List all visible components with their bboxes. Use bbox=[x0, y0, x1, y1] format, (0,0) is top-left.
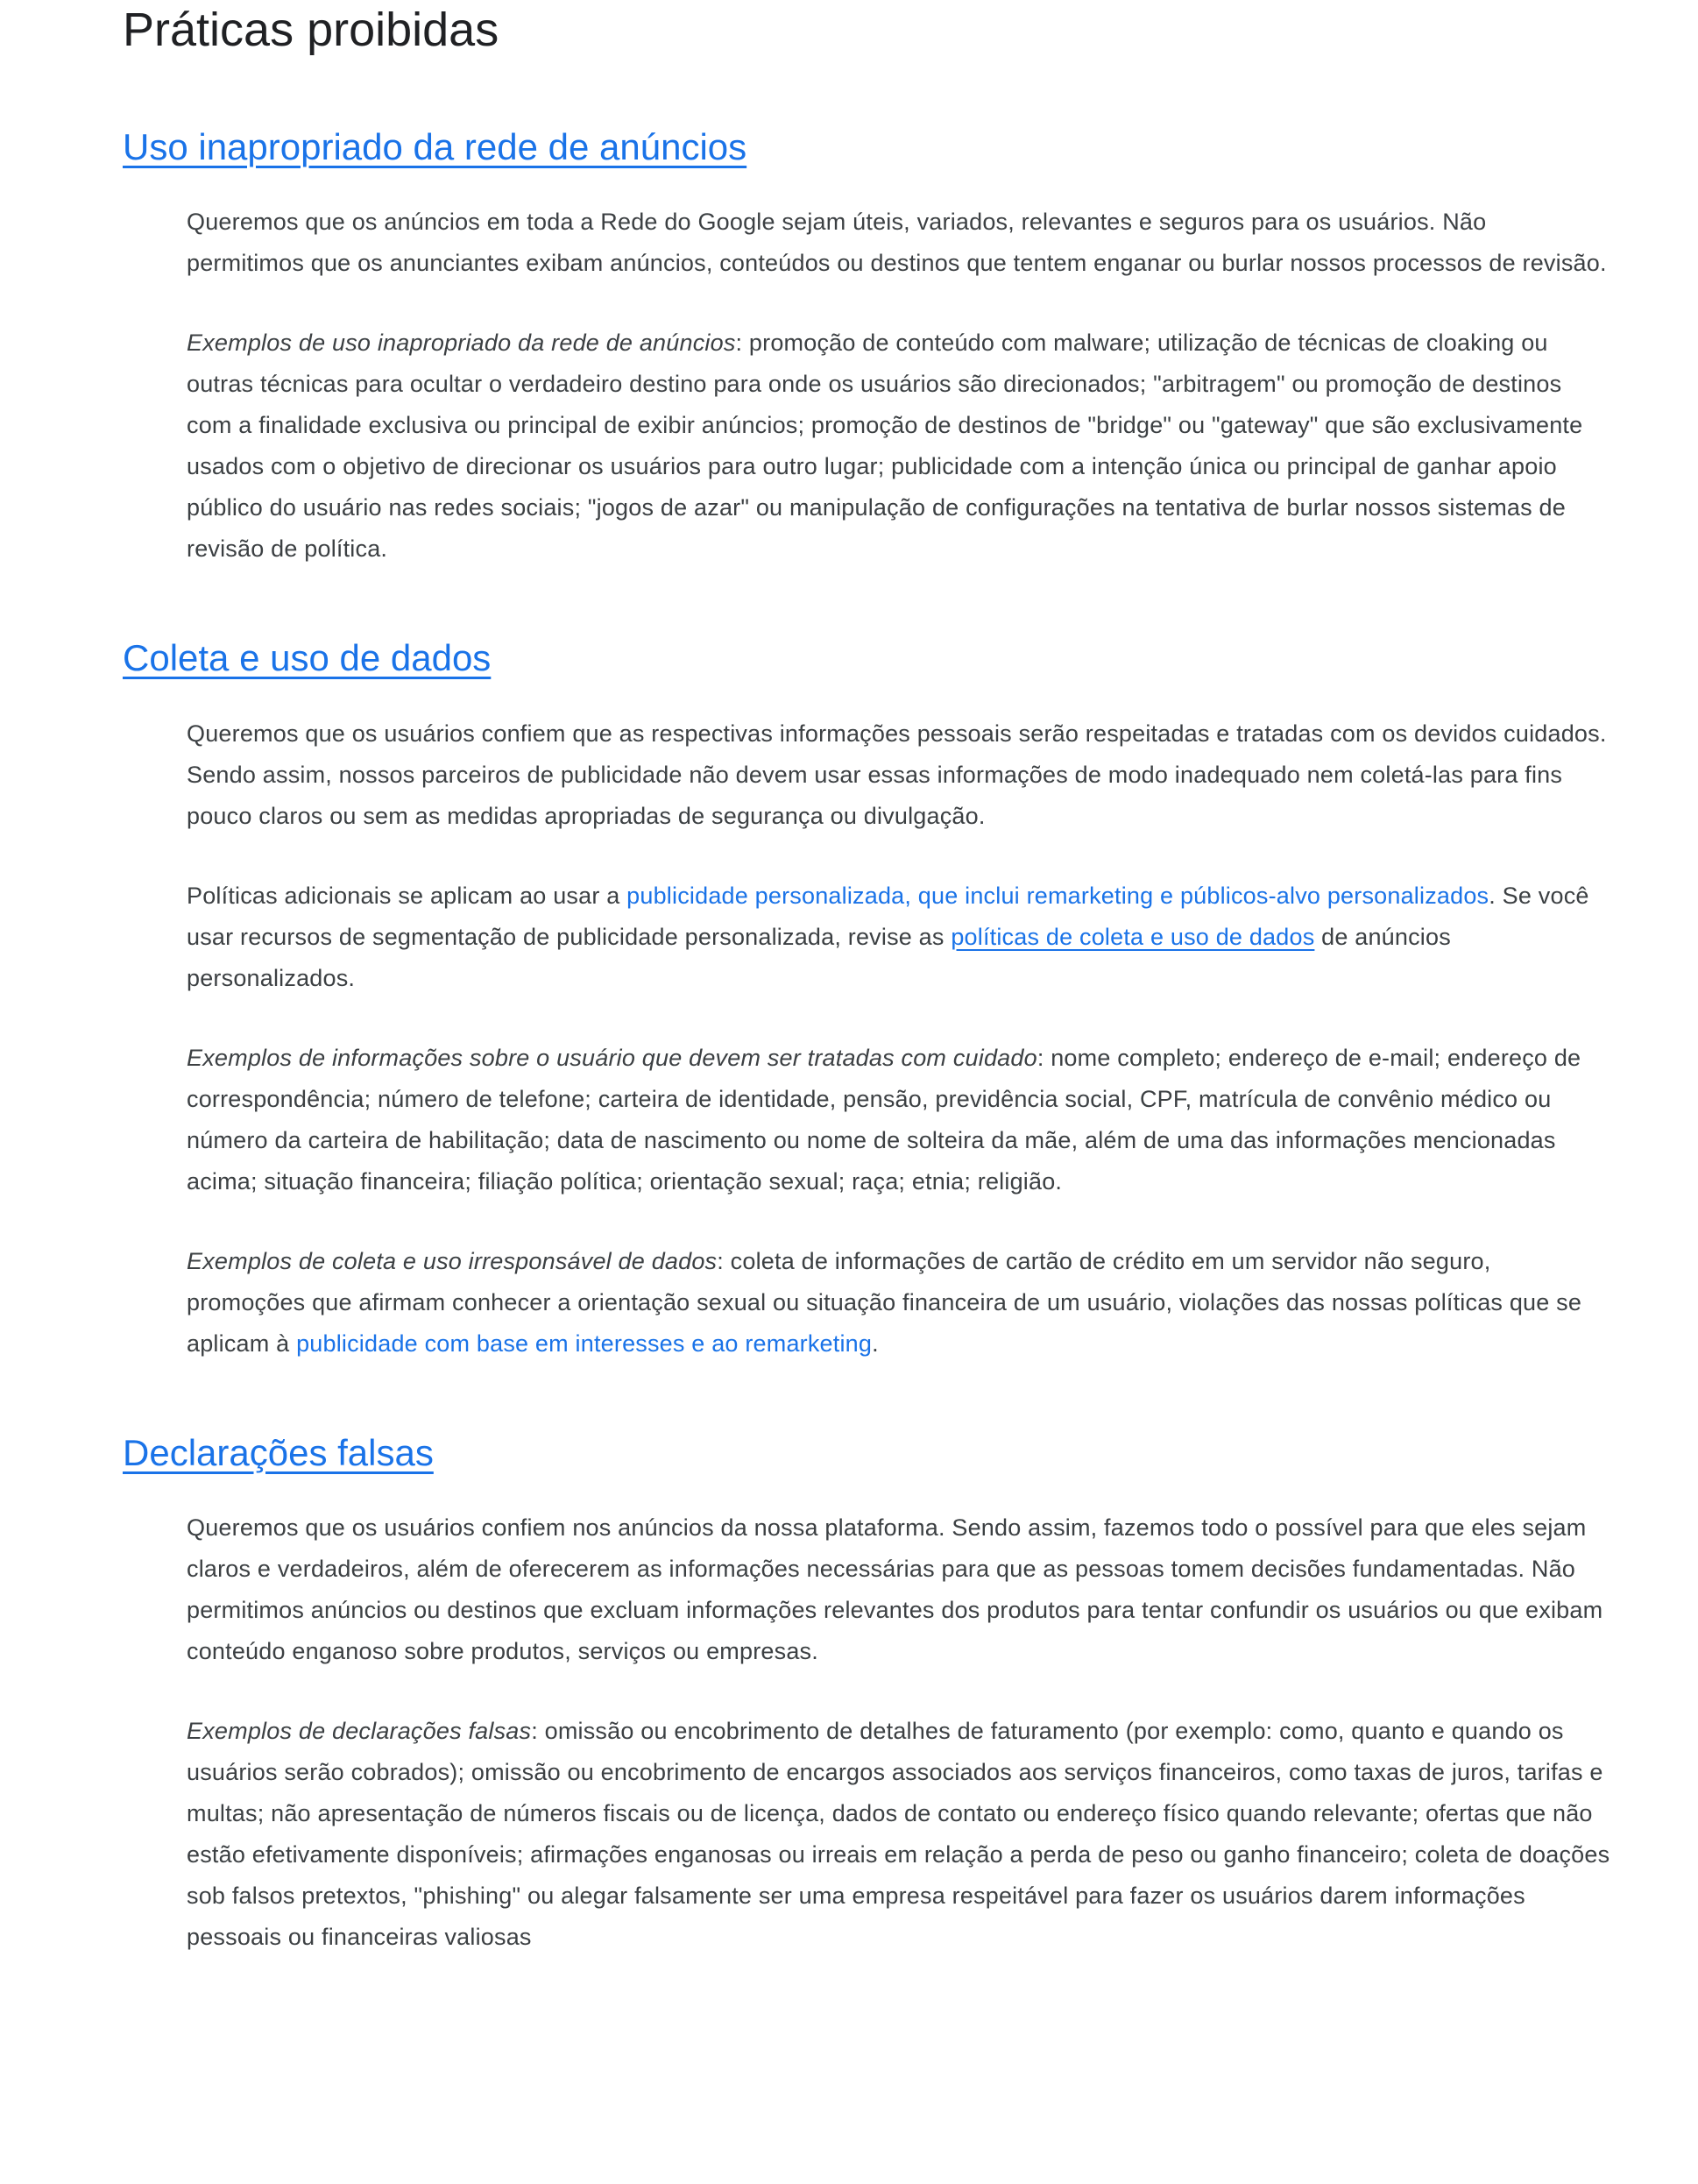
italic-lead-in: Exemplos de uso inapropriado da rede de anúncios bbox=[187, 330, 736, 357]
section-data-collection-use bbox=[123, 635, 1607, 1365]
section-link-misrepresentation[interactable]: Declarações falsas bbox=[123, 1431, 434, 1473]
section-ad-network-abuse bbox=[123, 124, 1607, 571]
paragraph-ad-network-abuse-intro bbox=[187, 202, 1610, 284]
section-link-ad-network-abuse[interactable]: Uso inapropriado da rede de anúncios bbox=[123, 125, 747, 167]
paragraph-data-collection-intro bbox=[187, 713, 1610, 837]
text-run: . bbox=[872, 1330, 879, 1357]
section-heading bbox=[123, 635, 1593, 682]
paragraph-data-collection-policies bbox=[187, 876, 1610, 999]
text-run: : promoção de conteúdo com malware; utilização de técnicas de cloaking ou outras técnicas para ocultar o verdadeiro destino para onde os usuários são direcionados; "arbitragem" ou promoção de destinos com a finalidade exclusiva ou principal de exibir anúncios; promoção de destinos de "bridge" ou "gateway" que são exclusivamente usados com o objetivo de direcionar os usuários para outro lugar; publicidade com a intenção única ou principal de ganhar apoio público do usuário nas redes sociais; "jogos de azar" ou manipulação de configurações na tentativa de burlar nossos sistemas de revisão de política. bbox=[187, 330, 1583, 563]
section-heading bbox=[123, 1430, 1593, 1477]
paragraph-irresponsible-data-examples bbox=[187, 1241, 1610, 1365]
inline-link[interactable]: políticas de coleta e uso de dados bbox=[951, 923, 1315, 950]
paragraph-misrepresentation-examples bbox=[187, 1711, 1610, 1958]
section-heading bbox=[123, 124, 1593, 171]
text-run: Queremos que os anúncios em toda a Rede do Google sejam úteis, variados, relevantes e seguros para os usuários. Não permitimos que os anunciantes exibam anúncios, conteúdos ou destinos que tentem enganar ou burlar nossos processos de revisão. bbox=[187, 209, 1607, 277]
text-run: : coleta de informações de cartão de crédito em um servidor não seguro, promoções que afirmam conhecer a orientação sexual ou situação financeira de um usuário, violações das nossas políticas que se aplicam à bbox=[187, 1247, 1582, 1357]
page-title: Práticas proibidas bbox=[123, 4, 499, 56]
italic-lead-in: Exemplos de declarações falsas bbox=[187, 1718, 532, 1745]
paragraph-ad-network-abuse-examples bbox=[187, 323, 1610, 570]
italic-lead-in: Exemplos de coleta e uso irresponsável de dados bbox=[187, 1247, 718, 1274]
text-run: Políticas adicionais se aplicam ao usar a bbox=[187, 882, 627, 909]
text-run: : nome completo; endereço de e-mail; endereço de correspondência; número de telefone; carteira de identidade, pensão, previdência social, CPF, matrícula de convênio médico ou número da carteira de habilitação; data de nascimento ou nome de solteira da mãe, além de uma das informações mencionadas acima; situação financeira; filiação política; orientação sexual; raça; etnia; religião. bbox=[187, 1044, 1581, 1195]
paragraph-misrepresentation-intro bbox=[187, 1507, 1610, 1672]
inline-link[interactable]: publicidade personalizada, que inclui remarketing e públicos-alvo personalizados bbox=[626, 882, 1489, 909]
text-run: . Se você usar recursos de segmentação de publicidade personalizada, revise as bbox=[187, 882, 1589, 950]
inline-link[interactable]: publicidade com base em interesses e ao remarketing bbox=[296, 1330, 873, 1357]
italic-lead-in: Exemplos de informações sobre o usuário que devem ser tratadas com cuidado bbox=[187, 1044, 1037, 1071]
text-run: Queremos que os usuários confiem nos anúncios da nossa plataforma. Sendo assim, fazemos todo o possível para que eles sejam claros e verdadeiros, além de oferecerem as informações necessárias para que as pessoas tomem decisões fundamentadas. Não permitimos anúncios ou destinos que excluam informações relevantes dos produtos para tentar confundir os usuários ou que exibam conteúdo enganoso sobre produtos, serviços ou empresas. bbox=[187, 1514, 1603, 1665]
paragraph-user-info-examples bbox=[187, 1038, 1610, 1202]
section-misrepresentation bbox=[123, 1430, 1610, 1959]
text-run: de anúncios personalizados. bbox=[187, 923, 1451, 991]
text-run: Queremos que os usuários confiem que as respectivas informações pessoais serão respeitadas e tratadas com os devidos cuidados. Sendo assim, nossos parceiros de publicidade não devem usar essas informações de modo inadequado nem coletá-las para fins pouco claros ou sem as medidas apropriadas de segurança ou divulgação. bbox=[187, 720, 1607, 829]
text-run: : omissão ou encobrimento de detalhes de faturamento (por exemplo: como, quanto e quando os usuários serão cobrados); omissão ou encobrimento de encargos associados aos serviços financeiros, como taxas de juros, tarifas e multas; não apresentação de números fiscais ou de licença, dados de contato ou endereço físico quando relevante; ofertas que não estão efetivamente disponíveis; afirmações enganosas ou irreais em relação a perda de peso ou ganho financeiro; coleta de doações sob falsos pretextos, "phishing" ou alegar falsamente ser uma empresa respeitável para fazer os usuários darem informações pessoais ou financeiras valiosas bbox=[187, 1718, 1610, 1951]
section-link-data-collection-use[interactable]: Coleta e uso de dados bbox=[123, 637, 492, 679]
